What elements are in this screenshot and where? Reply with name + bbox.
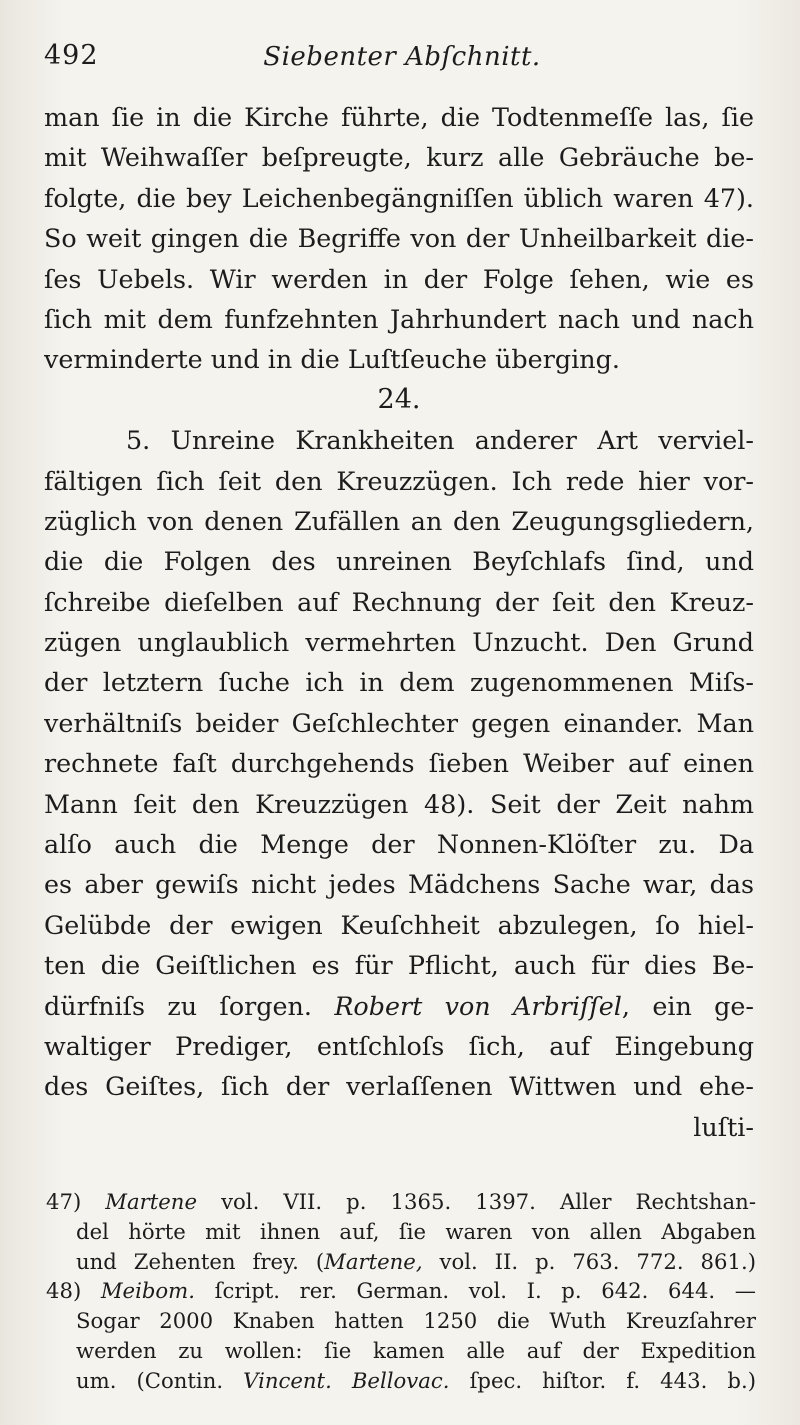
footnotes [46, 1187, 756, 1396]
text-segment: dürfniſs zu ſorgen. [44, 990, 312, 1021]
italic-name: Robert von Arbriſſel [334, 990, 622, 1021]
section-number: 24. [377, 383, 421, 415]
text-line: mit Weihwaſſer beſpreugte, kurz alle Gebräuche be- [44, 142, 754, 173]
body-text [44, 97, 754, 1147]
footnote-text: vol. II. p. 763. 772. 861.) [439, 1248, 756, 1274]
text-line: ſes Uebels. Wir werden in der Folge ſehen, wie es [44, 263, 754, 294]
footnote-line [46, 1366, 756, 1396]
footnote-marker: 47) [46, 1189, 82, 1214]
text-line: 5. Unreine Krankheiten anderer Art verviel- [126, 425, 754, 456]
text-segment: , ein ge- [621, 990, 754, 1021]
page-number: 492 [44, 40, 99, 71]
footnote-47 [46, 1187, 756, 1217]
footnote-48 [46, 1276, 756, 1306]
footnote-text: ſpec. hiſtor. f. 443. b.) [469, 1367, 756, 1393]
text-line: zügen unglaublich vermehrten Unzucht. Den Grund [44, 627, 754, 658]
footnote-author: Meibom. [100, 1278, 195, 1304]
footnote-author: Martene [105, 1189, 197, 1214]
footnote-marker: 48) [46, 1278, 82, 1304]
footnote-line [46, 1247, 756, 1277]
footnote-line: del hörte mit ihnen auf, ſie waren von allen Abgaben [76, 1218, 756, 1244]
footnote-line: werden zu wollen: ſie kamen alle auf der Expedition [76, 1337, 756, 1363]
text-line: verhältniſs beider Geſchlechter gegen einander. Man [44, 707, 754, 738]
footnote-text: vol. VII. p. 1365. 1397. Aller Rechtshan- [221, 1189, 756, 1214]
running-head: Siebenter Abſchnitt. [263, 42, 541, 72]
footnote-text: ſcript. rer. German. vol. I. p. 642. 644. — [214, 1278, 756, 1304]
footnote-line: Sogar 2000 Knaben hatten 1250 die Wuth Kreuzſahrer [76, 1308, 756, 1334]
text-line: der letztern ſuche ich in dem zugenommenen Miſs- [44, 667, 754, 698]
text-line: waltiger Prediger, entſchloſs ſich, auf Eingebung [44, 1030, 754, 1061]
text-line: Mann ſeit den Kreuzzügen 48). Seit der Zeit nahm [44, 788, 754, 819]
footnote-author: Martene, [324, 1248, 423, 1274]
catchword: luſti- [693, 1111, 754, 1142]
text-line: folgte, die bey Leichenbegängniſſen üblich waren 47). [44, 182, 754, 213]
text-line: die die Folgen des unreinen Beyſchlafs ſind, und [44, 546, 754, 577]
text-line: verminderte und in die Luſtſeuche überging. [44, 344, 620, 375]
text-line: züglich von denen Zufällen an den Zeugungsgliedern, [44, 505, 754, 536]
text-line: So weit gingen die Begriffe von der Unheilbarkeit die- [44, 223, 754, 254]
text-line: es aber gewiſs nicht jedes Mädchens Sache war, das [44, 869, 754, 900]
text-line: alſo auch die Menge der Nonnen-Klöſter zu. Da [44, 829, 754, 860]
text-line: man ſie in die Kirche führte, die Todtenmeſſe las, ſie [44, 102, 754, 132]
text-line: ſchreibe dieſelben auf Rechnung der ſeit den Kreuz- [44, 586, 754, 617]
text-line: Gelübde der ewigen Keuſchheit abzulegen, ſo hiel- [44, 909, 754, 940]
text-line: rechnete faſt durchgehends ſieben Weiber auf einen [44, 748, 754, 779]
text-line: des Geiſtes, ſich der verlaſſenen Wittwen und ehe- [44, 1071, 754, 1102]
footnote-author: Vincent. Bellovac. [243, 1367, 450, 1393]
text-line: fältigen ſich ſeit den Kreuzzügen. Ich rede hier vor- [44, 465, 754, 496]
page-header [44, 40, 760, 80]
footnote-text: und Zehenten frey. ( [76, 1248, 325, 1274]
text-line: ſich mit dem funfzehnten Jahrhundert nach und nach [44, 303, 754, 334]
footnote-text: um. (Contin. [76, 1367, 224, 1393]
text-line: ten die Geiſtlichen es für Pflicht, auch für dies Be- [44, 950, 754, 981]
text-line [44, 986, 754, 1026]
